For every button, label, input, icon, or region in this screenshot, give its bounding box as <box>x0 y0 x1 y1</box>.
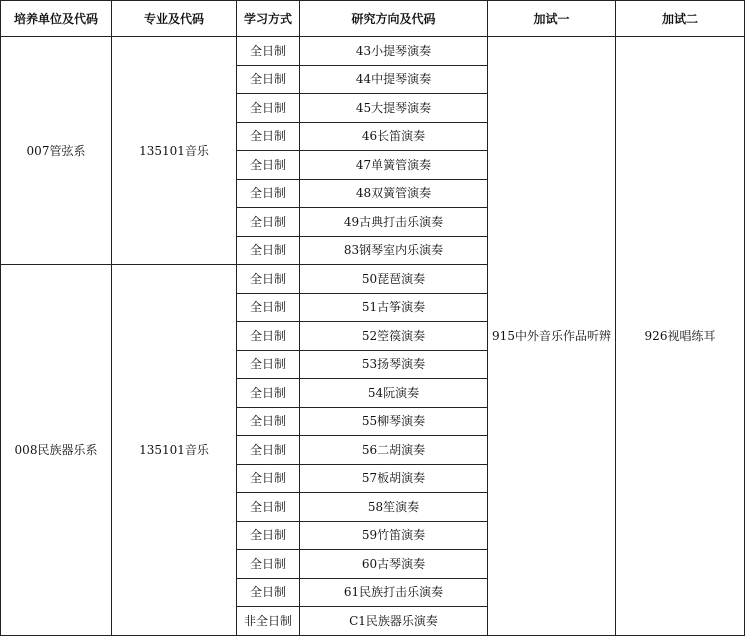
direction-cell: 47单簧管演奏 <box>300 151 488 180</box>
header-direction: 研究方向及代码 <box>300 1 488 37</box>
unit-cell: 007管弦系 <box>1 37 112 265</box>
study-mode-cell: 全日制 <box>237 407 300 436</box>
extra-test-2-cell: 926视唱练耳 <box>616 37 745 636</box>
header-extra-test-1: 加试一 <box>488 1 616 37</box>
study-mode-cell: 全日制 <box>237 94 300 123</box>
study-mode-cell: 全日制 <box>237 265 300 294</box>
study-mode-cell: 全日制 <box>237 578 300 607</box>
header-unit: 培养单位及代码 <box>1 1 112 37</box>
direction-cell: 53扬琴演奏 <box>300 350 488 379</box>
table-body <box>1 37 745 636</box>
direction-cell: 48双簧管演奏 <box>300 179 488 208</box>
study-mode-cell: 全日制 <box>237 493 300 522</box>
direction-cell: C1民族器乐演奏 <box>300 607 488 636</box>
study-mode-cell: 全日制 <box>237 151 300 180</box>
direction-cell: 61民族打击乐演奏 <box>300 578 488 607</box>
study-mode-cell: 全日制 <box>237 521 300 550</box>
major-cell: 135101音乐 <box>112 265 237 636</box>
direction-cell: 54阮演奏 <box>300 379 488 408</box>
direction-cell: 55柳琴演奏 <box>300 407 488 436</box>
header-study-mode: 学习方式 <box>237 1 300 37</box>
study-mode-cell: 全日制 <box>237 350 300 379</box>
major-cell: 135101音乐 <box>112 37 237 265</box>
direction-cell: 49古典打击乐演奏 <box>300 208 488 237</box>
direction-cell: 50琵琶演奏 <box>300 265 488 294</box>
study-mode-cell: 全日制 <box>237 464 300 493</box>
table-row <box>1 37 745 66</box>
header-row <box>1 1 745 37</box>
study-mode-cell: 全日制 <box>237 208 300 237</box>
study-mode-cell: 全日制 <box>237 37 300 66</box>
study-mode-cell: 全日制 <box>237 236 300 265</box>
direction-cell: 58笙演奏 <box>300 493 488 522</box>
study-mode-cell: 全日制 <box>237 436 300 465</box>
direction-cell: 45大提琴演奏 <box>300 94 488 123</box>
direction-cell: 60古琴演奏 <box>300 550 488 579</box>
header-extra-test-2: 加试二 <box>616 1 745 37</box>
study-mode-cell: 全日制 <box>237 122 300 151</box>
direction-cell: 51古筝演奏 <box>300 293 488 322</box>
direction-cell: 46长笛演奏 <box>300 122 488 151</box>
study-mode-cell: 全日制 <box>237 550 300 579</box>
direction-cell: 83钢琴室内乐演奏 <box>300 236 488 265</box>
study-mode-cell: 非全日制 <box>237 607 300 636</box>
extra-test-1-cell: 915中外音乐作品听辨 <box>488 37 616 636</box>
header-major: 专业及代码 <box>112 1 237 37</box>
study-mode-cell: 全日制 <box>237 322 300 351</box>
direction-cell: 52箜篌演奏 <box>300 322 488 351</box>
direction-cell: 59竹笛演奏 <box>300 521 488 550</box>
unit-cell: 008民族器乐系 <box>1 265 112 636</box>
study-mode-cell: 全日制 <box>237 65 300 94</box>
direction-cell: 43小提琴演奏 <box>300 37 488 66</box>
study-mode-cell: 全日制 <box>237 379 300 408</box>
direction-cell: 57板胡演奏 <box>300 464 488 493</box>
direction-cell: 44中提琴演奏 <box>300 65 488 94</box>
study-mode-cell: 全日制 <box>237 293 300 322</box>
study-mode-cell: 全日制 <box>237 179 300 208</box>
direction-cell: 56二胡演奏 <box>300 436 488 465</box>
